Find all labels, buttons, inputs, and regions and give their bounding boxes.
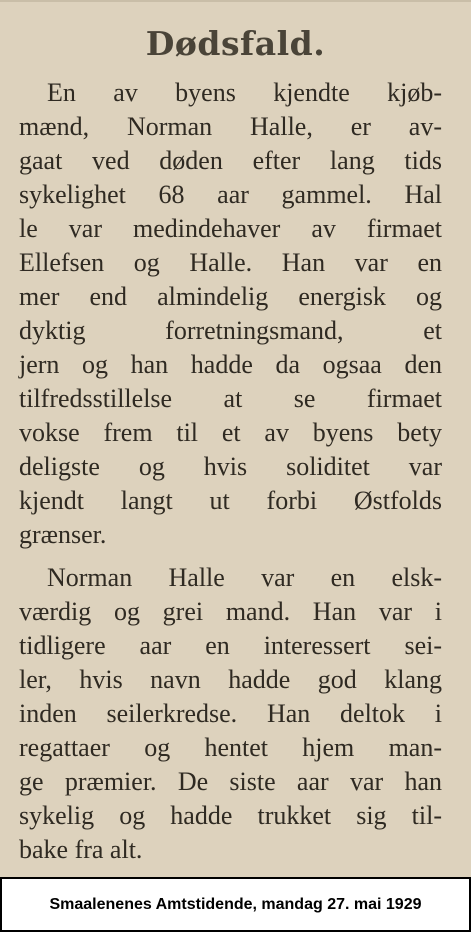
article-line: inden seilerkredse. Han deltok i — [19, 699, 442, 728]
article-line: tidligere aar en interessert sei- — [19, 631, 442, 660]
article-line: ler, hvis navn hadde god klang — [19, 665, 442, 694]
article-line: regattaer og hentet hjem man- — [19, 733, 442, 762]
article-line: le var medindehaver av firmaet — [19, 214, 442, 243]
article-line: Ellefsen og Halle. Han var en — [19, 248, 442, 277]
article-line: gaat ved døden efter lang tids — [19, 146, 442, 175]
article-line: værdig og grei mand. Han var i — [19, 597, 442, 626]
article-line: sykelig og hadde trukket sig til- — [19, 801, 442, 830]
article-headline: Dødsfald. — [145, 24, 326, 63]
article-line: bake fra alt. — [19, 835, 143, 864]
article-line: mer end almindelig energisk og — [19, 282, 442, 311]
article-line: jern og han hadde da ogsaa den — [19, 350, 442, 379]
article-line: kjendt langt ut forbi Østfolds — [19, 486, 442, 515]
article-line: grænser. — [19, 520, 107, 549]
article-line: vokse frem til et av byens bety — [19, 418, 442, 447]
article-line: sykelighet 68 aar gammel. Hal — [19, 180, 442, 209]
source-caption: Smaalenenes Amtstidende, mandag 27. mai 1929 — [0, 877, 471, 932]
article-line: ge præmier. De siste aar var han — [19, 767, 442, 796]
article-line: tilfredsstillelse at se firmaet — [19, 384, 442, 413]
article-line: mænd, Norman Halle, er av- — [19, 112, 442, 141]
article-line: Norman Halle var en elsk- — [47, 563, 442, 592]
article-line: dyktig forretningsmand, et — [19, 316, 442, 345]
article-line: deligste og hvis soliditet var — [19, 452, 442, 481]
article-line: En av byens kjendte kjøb- — [47, 78, 442, 107]
